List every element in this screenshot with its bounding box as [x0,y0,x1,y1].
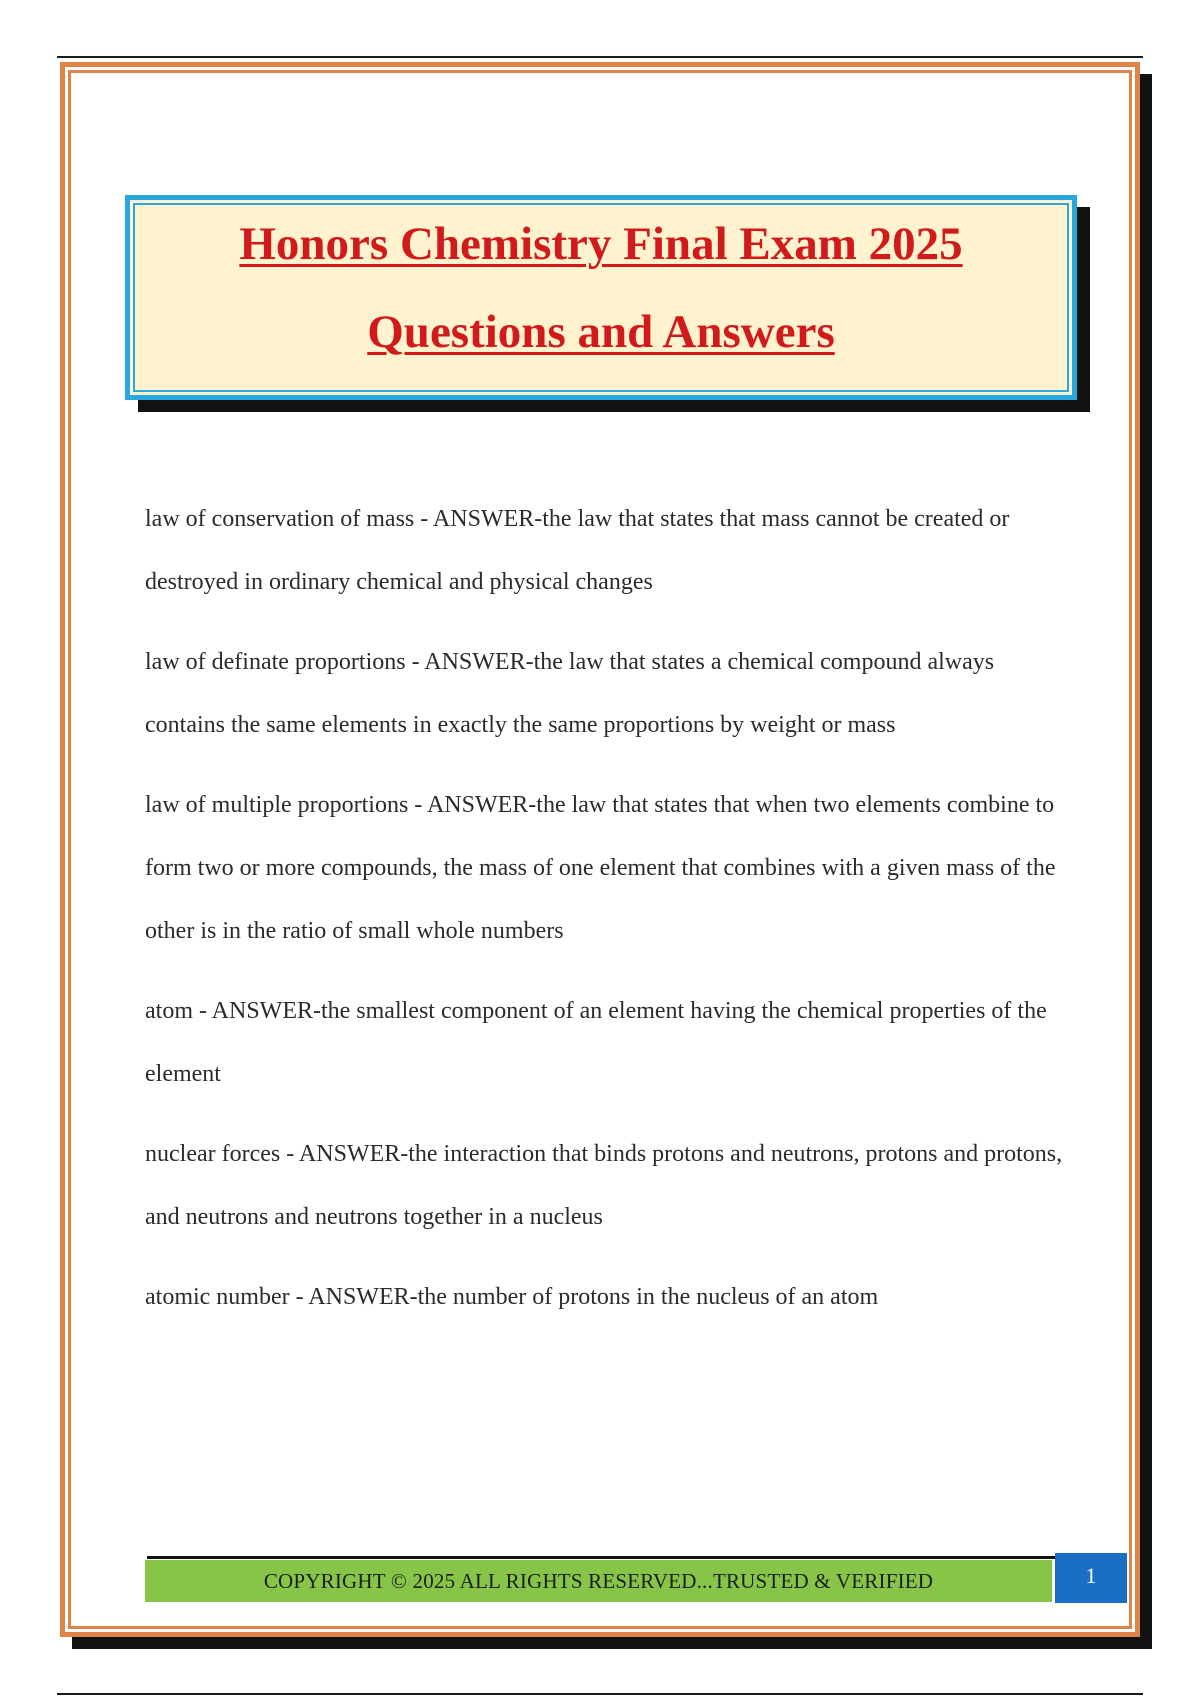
title-box [125,195,1077,400]
page-number-badge: 1 [1055,1553,1127,1603]
title-line-2: Questions and Answers [367,306,835,358]
qa-entry: law of conservation of mass - ANSWER-the law that states that mass cannot be created or destroyed in ordinary chemical and physical changes [145,506,1010,595]
top-rule [57,56,1143,58]
bottom-rule [57,1693,1143,1695]
qa-entry: atomic number - ANSWER-the number of protons in the nucleus of an atom [145,1284,879,1310]
qa-entry: nuclear forces - ANSWER-the interaction that binds protons and neutrons, protons and protons, and neutrons and neutrons together in a nucleus [145,1141,1063,1230]
qa-entry: atom - ANSWER-the smallest component of an element having the chemical properties of the element [145,998,1047,1087]
title-line-1: Honors Chemistry Final Exam 2025 [239,218,963,270]
copyright-footer: COPYRIGHT © 2025 ALL RIGHTS RESERVED...TRUSTED & VERIFIED [145,1560,1052,1602]
qa-entry: law of multiple proportions - ANSWER-the law that states that when two elements combine to form two or more compounds, the mass of one element that combines with a given mass of the other is in the ratio of small whole numbers [145,792,1056,944]
qa-entry: law of definate proportions - ANSWER-the law that states a chemical compound always contains the same elements in exactly the same proportions by weight or mass [145,649,995,738]
footer-rule [147,1556,1055,1559]
qa-list [145,488,1065,1346]
